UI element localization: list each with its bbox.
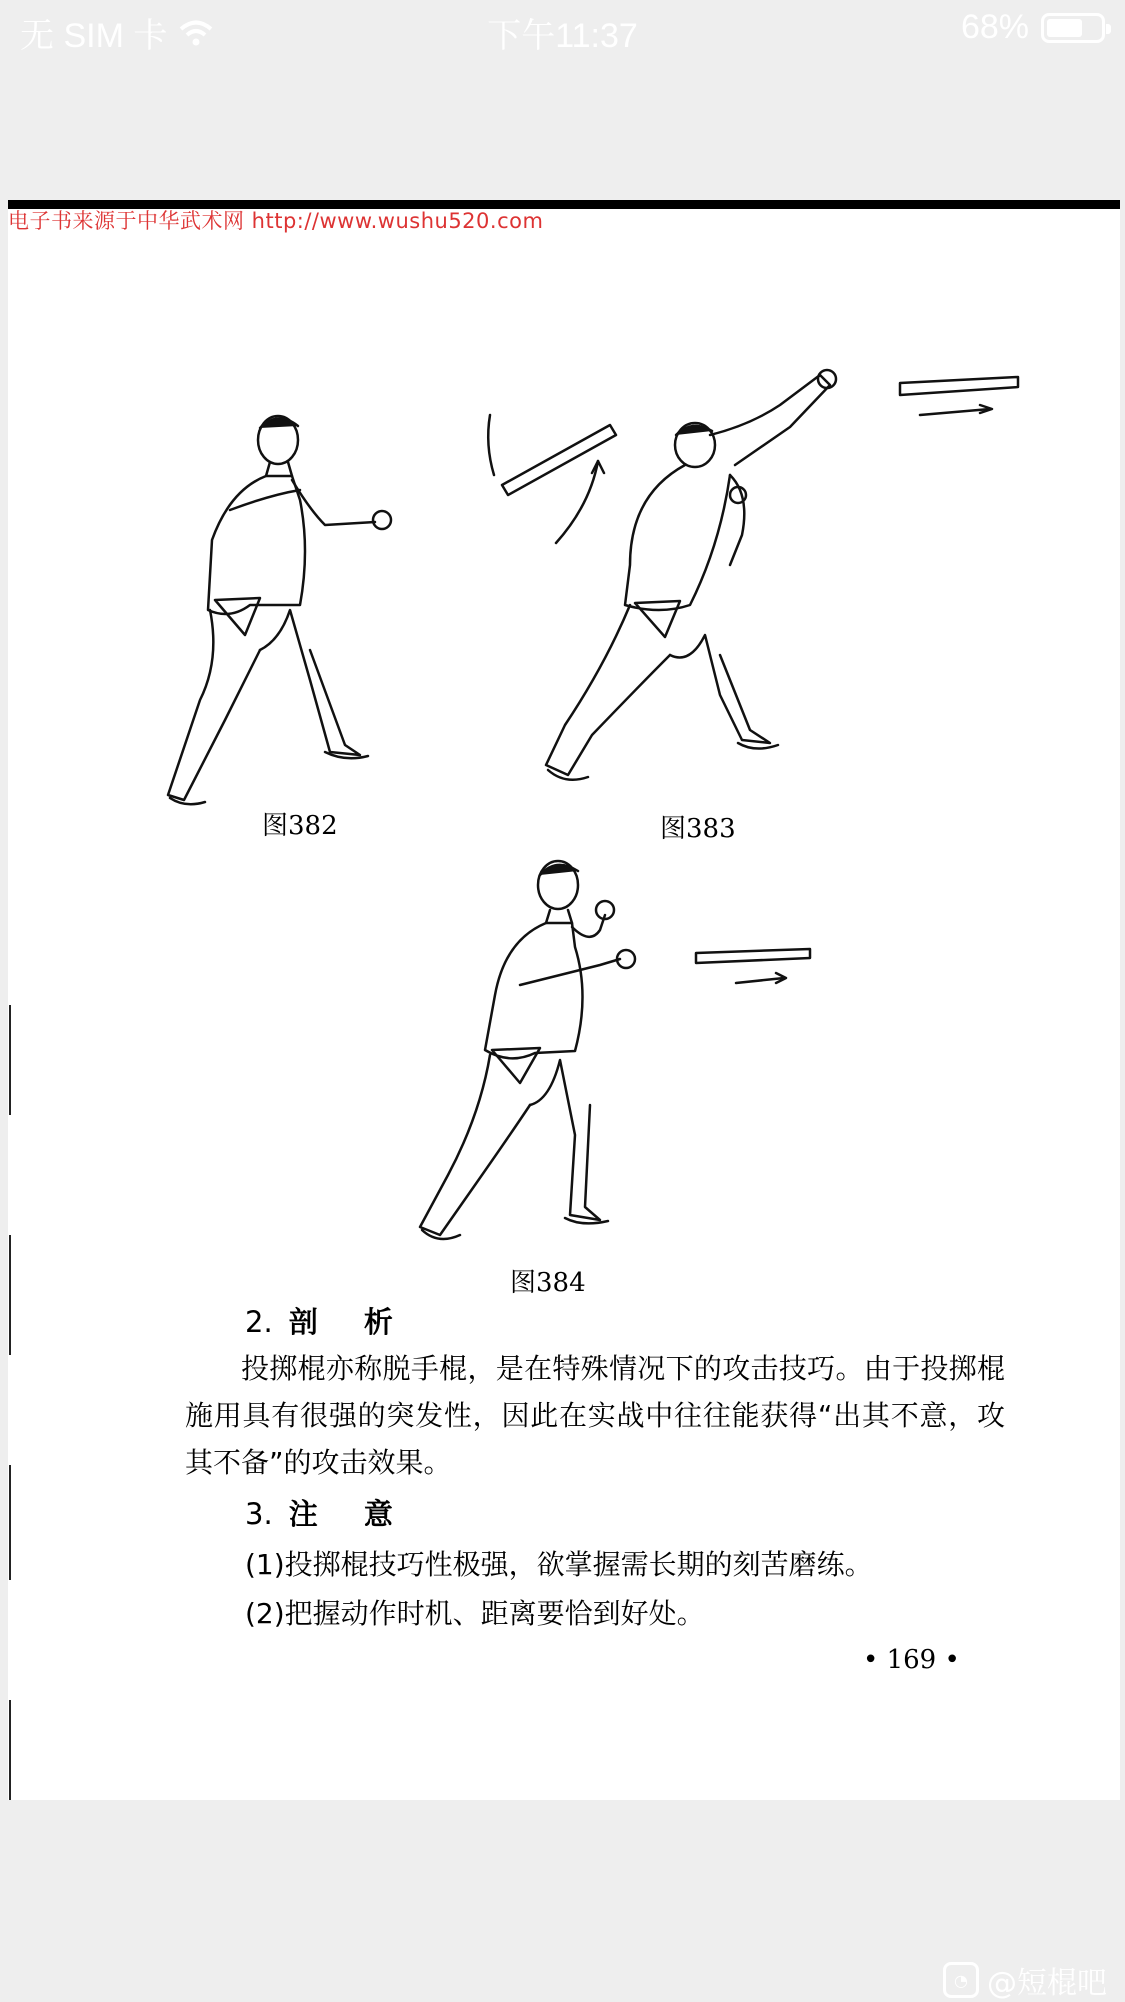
margin-mark — [9, 1465, 11, 1580]
status-bar — [0, 0, 1125, 64]
figure-384-caption: 图384 — [510, 1268, 586, 1298]
battery-fill — [1047, 19, 1082, 37]
carrier-label: 无 SIM 卡 — [20, 17, 168, 55]
figure-382-illustration — [160, 400, 440, 820]
section-3-heading — [245, 1492, 411, 1533]
battery-status — [961, 8, 1105, 47]
figure-384-illustration — [400, 855, 820, 1255]
page-number: • 169 • — [863, 1645, 960, 1675]
figure-382-caption: 图382 — [262, 811, 338, 841]
section-2-heading — [245, 1300, 411, 1341]
section-3-title: 注 意 — [288, 1497, 411, 1531]
note-item-2: (2)把握动作时机、距离要恰到好处。 — [245, 1597, 705, 1630]
figure-383-caption: 图383 — [660, 814, 736, 844]
margin-mark — [9, 1700, 11, 1800]
figure-383-illustration — [480, 365, 1040, 805]
section-3-number: 3. — [245, 1497, 273, 1531]
analysis-paragraph: 投掷棍亦称脱手棍，是在特殊情况下的攻击技巧。由于投掷棍施用具有很强的突发性，因此在实战中往往能获得“出其不意，攻其不备”的攻击效果。 — [185, 1352, 1005, 1479]
battery-percent: 68% — [960, 8, 1029, 46]
margin-mark — [9, 1235, 11, 1355]
note-item-1: (1)投掷棍技巧性极强，欲掌握需长期的刻苦磨练。 — [245, 1548, 873, 1581]
section-2-title: 剖 析 — [288, 1305, 411, 1339]
clock: 下午11:37 — [487, 17, 638, 55]
brand-watermark — [943, 1958, 1107, 2002]
section-2-number: 2. — [245, 1305, 273, 1339]
battery-icon — [1041, 13, 1105, 43]
brand-label: @短棍吧 — [987, 1966, 1107, 2001]
margin-mark — [9, 1005, 11, 1115]
chat-bubble-icon: ◔ — [943, 1962, 979, 1998]
source-watermark: 电子书来源于中华武术网 http://www.wushu520.com — [8, 209, 544, 233]
